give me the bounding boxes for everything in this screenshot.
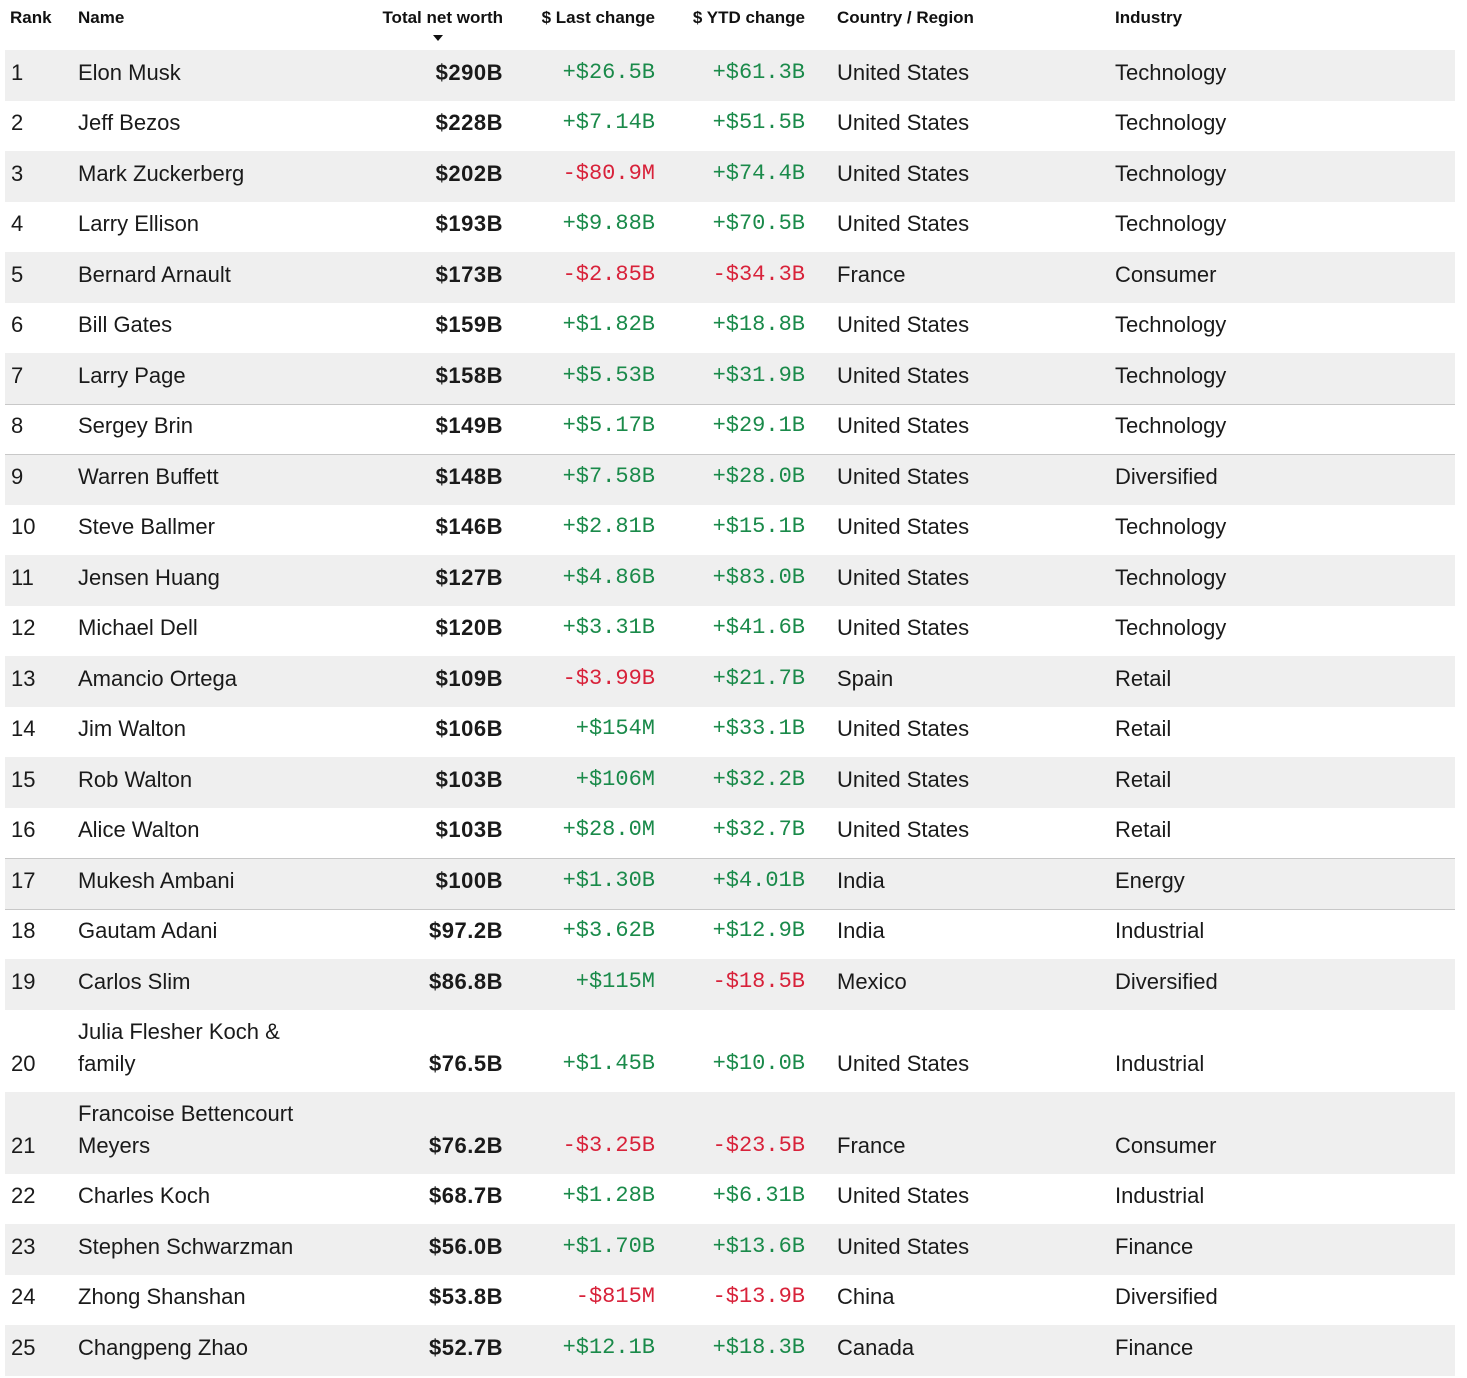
- ytd-change-cell: +$13.6B: [712, 1233, 805, 1259]
- name-cell[interactable]: Stephen Schwarzman: [78, 1233, 294, 1259]
- rank-cell: 7: [11, 362, 24, 388]
- name-cell[interactable]: Amancio Ortega: [78, 665, 237, 691]
- rank-cell: 21: [11, 1132, 36, 1158]
- country-cell: United States: [837, 1183, 970, 1208]
- last-change-cell: -$3.25B: [562, 1132, 655, 1158]
- table-row[interactable]: [5, 1224, 1455, 1275]
- last-change-cell: +$3.31B: [562, 615, 655, 640]
- ytd-change-cell: +$28.0B: [712, 463, 805, 489]
- rank-cell: 8: [11, 413, 24, 438]
- name-cell[interactable]: Francoise Bettencourt Meyers: [78, 1100, 294, 1158]
- ytd-change-cell: +$41.6B: [712, 615, 805, 640]
- rank-cell: 23: [11, 1233, 36, 1259]
- country-cell: United States: [837, 413, 970, 438]
- net-worth-cell: $76.5B: [429, 1050, 503, 1076]
- table-row[interactable]: [5, 1275, 1455, 1326]
- industry-cell: Consumer: [1115, 261, 1217, 287]
- industry-cell: Technology: [1115, 362, 1227, 388]
- industry-cell: Technology: [1115, 59, 1227, 85]
- table-row[interactable]: [5, 707, 1455, 758]
- industry-cell: Energy: [1115, 867, 1185, 893]
- ytd-change-cell: +$12.9B: [712, 918, 805, 943]
- rank-cell: 6: [11, 312, 24, 337]
- rank-cell: 13: [11, 665, 36, 691]
- table-row[interactable]: [5, 858, 1455, 909]
- rank-cell: 10: [11, 514, 36, 539]
- last-change-cell: +$115M: [575, 968, 655, 994]
- net-worth-cell: $120B: [435, 615, 503, 640]
- table-row[interactable]: [5, 808, 1455, 859]
- rank-cell: 2: [11, 110, 24, 135]
- country-cell: United States: [837, 564, 970, 590]
- header-rank[interactable]: Rank: [10, 8, 52, 27]
- rank-cell: 25: [11, 1334, 36, 1360]
- industry-cell: Technology: [1115, 413, 1227, 438]
- last-change-cell: +$28.0M: [562, 817, 655, 842]
- net-worth-cell: $100B: [435, 867, 503, 893]
- country-cell: United States: [837, 211, 970, 236]
- industry-cell: Technology: [1115, 564, 1227, 590]
- ytd-change-cell: -$18.5B: [712, 968, 805, 994]
- last-change-cell: -$3.99B: [562, 665, 655, 691]
- country-cell: United States: [837, 514, 970, 539]
- net-worth-cell: $193B: [435, 211, 503, 236]
- industry-cell: Finance: [1115, 1233, 1194, 1259]
- table-row[interactable]: [5, 454, 1455, 505]
- last-change-cell: +$4.86B: [562, 564, 655, 590]
- rank-cell: 17: [11, 867, 36, 893]
- table-row[interactable]: [5, 1010, 1455, 1092]
- table-row[interactable]: [5, 303, 1455, 354]
- rank-cell: 24: [11, 1284, 36, 1309]
- net-worth-cell: $290B: [435, 59, 503, 85]
- last-change-cell: +$12.1B: [562, 1334, 655, 1360]
- ytd-change-cell: +$18.8B: [712, 312, 805, 337]
- last-change-cell: +$26.5B: [562, 59, 655, 85]
- rank-cell: 5: [11, 261, 24, 287]
- rank-cell: 12: [11, 615, 36, 640]
- net-worth-cell: $148B: [435, 463, 503, 489]
- ytd-change-cell: +$74.4B: [712, 160, 805, 186]
- table-header: [5, 0, 1455, 50]
- rank-cell: 22: [11, 1183, 36, 1208]
- rank-cell: 11: [11, 564, 34, 590]
- header-country[interactable]: Country / Region: [837, 8, 974, 27]
- table-row[interactable]: [5, 1092, 1455, 1174]
- name-cell[interactable]: Jim Walton: [78, 716, 186, 741]
- name-cell[interactable]: Mark Zuckerberg: [78, 160, 245, 186]
- table-row[interactable]: [5, 505, 1455, 556]
- ytd-change-cell: +$10.0B: [712, 1050, 805, 1076]
- name-cell[interactable]: Jensen Huang: [78, 564, 220, 590]
- country-cell: United States: [837, 817, 970, 842]
- country-cell: United States: [837, 1233, 970, 1259]
- name-cell[interactable]: Bernard Arnault: [78, 261, 231, 287]
- ytd-change-cell: +$32.2B: [712, 766, 805, 792]
- country-cell: United States: [837, 160, 970, 186]
- net-worth-cell: $158B: [435, 362, 503, 388]
- net-worth-cell: $127B: [435, 564, 503, 590]
- table-row[interactable]: [5, 656, 1455, 707]
- ytd-change-cell: +$29.1B: [712, 413, 805, 438]
- table-row[interactable]: [5, 1174, 1455, 1225]
- country-cell: United States: [837, 716, 970, 741]
- last-change-cell: +$1.30B: [562, 867, 655, 893]
- rank-cell: 15: [11, 766, 36, 792]
- last-change-cell: +$1.70B: [562, 1233, 655, 1259]
- ytd-change-cell: +$32.7B: [712, 817, 805, 842]
- industry-cell: Consumer: [1115, 1132, 1217, 1158]
- table-row[interactable]: [5, 252, 1455, 303]
- table-row[interactable]: [5, 404, 1455, 455]
- billionaires-table: [5, 0, 1455, 1376]
- table-row[interactable]: [5, 1325, 1455, 1376]
- last-change-cell: -$80.9M: [562, 160, 655, 186]
- industry-cell: Technology: [1115, 110, 1227, 135]
- name-cell[interactable]: Larry Page: [78, 362, 186, 388]
- industry-cell: Retail: [1115, 665, 1172, 691]
- rank-cell: 16: [11, 817, 36, 842]
- last-change-cell: +$7.58B: [562, 463, 655, 489]
- header-net-worth[interactable]: Total net worth: [382, 8, 503, 27]
- ytd-change-cell: +$83.0B: [712, 564, 805, 590]
- last-change-cell: -$815M: [575, 1284, 655, 1309]
- header-industry[interactable]: Industry: [1115, 8, 1183, 27]
- name-cell[interactable]: Gautam Adani: [78, 918, 218, 943]
- industry-cell: Diversified: [1115, 463, 1218, 489]
- net-worth-cell: $103B: [435, 817, 503, 842]
- country-cell: France: [837, 261, 906, 287]
- industry-cell: Technology: [1115, 312, 1227, 337]
- ytd-change-cell: +$33.1B: [712, 716, 805, 741]
- table-row[interactable]: [5, 101, 1455, 152]
- last-change-cell: +$154M: [575, 716, 655, 741]
- country-cell: United States: [837, 362, 970, 388]
- country-cell: United States: [837, 615, 970, 640]
- net-worth-cell: $97.2B: [429, 918, 503, 943]
- name-cell[interactable]: Zhong Shanshan: [78, 1284, 246, 1309]
- industry-cell: Finance: [1115, 1334, 1194, 1360]
- industry-cell: Industrial: [1115, 918, 1205, 943]
- rank-cell: 3: [11, 160, 24, 186]
- net-worth-cell: $149B: [435, 413, 503, 438]
- net-worth-cell: $109B: [435, 665, 503, 691]
- last-change-cell: +$1.28B: [562, 1183, 655, 1208]
- header-last-change[interactable]: $ Last change: [541, 8, 655, 27]
- net-worth-cell: $86.8B: [429, 968, 503, 994]
- name-cell[interactable]: Jeff Bezos: [78, 110, 181, 135]
- net-worth-cell: $56.0B: [429, 1233, 503, 1259]
- rank-cell: 18: [11, 918, 36, 943]
- ytd-change-cell: -$13.9B: [712, 1284, 805, 1309]
- name-cell[interactable]: Bill Gates: [78, 312, 173, 337]
- country-cell: United States: [837, 463, 970, 489]
- country-cell: United States: [837, 59, 970, 85]
- industry-cell: Technology: [1115, 615, 1227, 640]
- ytd-change-cell: +$15.1B: [712, 514, 805, 539]
- name-cell[interactable]: Steve Ballmer: [78, 514, 215, 539]
- rank-cell: 19: [11, 968, 36, 994]
- country-cell: United States: [837, 312, 970, 337]
- name-cell[interactable]: Changpeng Zhao: [78, 1334, 249, 1360]
- net-worth-cell: $159B: [435, 312, 503, 337]
- last-change-cell: +$1.82B: [562, 312, 655, 337]
- net-worth-cell: $202B: [435, 160, 503, 186]
- name-cell[interactable]: Julia Flesher Koch & family: [78, 1018, 280, 1076]
- industry-cell: Technology: [1115, 514, 1227, 539]
- industry-cell: Industrial: [1115, 1050, 1205, 1076]
- name-cell[interactable]: Larry Ellison: [78, 211, 200, 236]
- name-cell[interactable]: Sergey Brin: [78, 413, 193, 438]
- name-cell[interactable]: Alice Walton: [78, 817, 200, 842]
- last-change-cell: +$7.14B: [562, 110, 655, 135]
- table-row[interactable]: [5, 757, 1455, 808]
- net-worth-cell: $106B: [435, 716, 503, 741]
- last-change-cell: +$9.88B: [562, 211, 655, 236]
- ytd-change-cell: -$23.5B: [712, 1132, 805, 1158]
- country-cell: Mexico: [837, 968, 907, 994]
- industry-cell: Diversified: [1115, 968, 1218, 994]
- name-cell[interactable]: Rob Walton: [78, 766, 193, 792]
- table-row[interactable]: [5, 202, 1455, 253]
- industry-cell: Retail: [1115, 716, 1172, 741]
- industry-cell: Diversified: [1115, 1284, 1218, 1309]
- ytd-change-cell: +$4.01B: [712, 867, 805, 893]
- last-change-cell: +$1.45B: [562, 1050, 655, 1076]
- table-row[interactable]: [5, 606, 1455, 657]
- sort-descending-icon[interactable]: [433, 35, 443, 41]
- industry-cell: Technology: [1115, 211, 1227, 236]
- country-cell: United States: [837, 1050, 970, 1076]
- rank-cell: 9: [11, 463, 24, 489]
- rank-cell: 1: [11, 59, 24, 85]
- country-cell: Canada: [837, 1334, 915, 1360]
- rank-cell: 20: [11, 1050, 36, 1076]
- ytd-change-cell: +$70.5B: [712, 211, 805, 236]
- last-change-cell: +$5.17B: [562, 413, 655, 438]
- name-cell[interactable]: Charles Koch: [78, 1183, 211, 1208]
- country-cell: India: [837, 867, 885, 893]
- ytd-change-cell: +$61.3B: [712, 59, 805, 85]
- rank-cell: 14: [11, 716, 36, 741]
- table-row[interactable]: [5, 959, 1455, 1010]
- table-row[interactable]: [5, 555, 1455, 606]
- net-worth-cell: $173B: [435, 261, 503, 287]
- table-row[interactable]: [5, 50, 1455, 101]
- name-cell[interactable]: Mukesh Ambani: [78, 867, 235, 893]
- net-worth-cell: $103B: [435, 766, 503, 792]
- industry-cell: Retail: [1115, 817, 1172, 842]
- ytd-change-cell: +$31.9B: [712, 362, 805, 388]
- industry-cell: Industrial: [1115, 1183, 1205, 1208]
- country-cell: France: [837, 1132, 906, 1158]
- last-change-cell: -$2.85B: [562, 261, 655, 287]
- ytd-change-cell: -$34.3B: [712, 261, 805, 287]
- ytd-change-cell: +$21.7B: [712, 665, 805, 691]
- country-cell: United States: [837, 110, 970, 135]
- table-row[interactable]: [5, 909, 1455, 960]
- table-row[interactable]: [5, 151, 1455, 202]
- net-worth-cell: $146B: [435, 514, 503, 539]
- industry-cell: Retail: [1115, 766, 1172, 792]
- net-worth-cell: $68.7B: [429, 1183, 503, 1208]
- name-cell[interactable]: Carlos Slim: [78, 968, 191, 994]
- net-worth-cell: $53.8B: [429, 1284, 503, 1309]
- last-change-cell: +$2.81B: [562, 514, 655, 539]
- net-worth-cell: $228B: [435, 110, 503, 135]
- last-change-cell: +$106M: [575, 766, 655, 792]
- country-cell: United States: [837, 766, 970, 792]
- name-cell[interactable]: Michael Dell: [78, 615, 198, 640]
- name-cell[interactable]: Elon Musk: [78, 59, 181, 85]
- rank-cell: 4: [11, 211, 24, 236]
- last-change-cell: +$5.53B: [562, 362, 655, 388]
- ytd-change-cell: +$6.31B: [712, 1183, 805, 1208]
- net-worth-cell: $52.7B: [429, 1334, 503, 1360]
- country-cell: Spain: [837, 665, 894, 691]
- table-row[interactable]: [5, 353, 1455, 404]
- header-name[interactable]: Name: [78, 8, 125, 27]
- country-cell: India: [837, 918, 885, 943]
- table-body: [5, 50, 1455, 1376]
- industry-cell: Technology: [1115, 160, 1227, 186]
- country-cell: China: [837, 1284, 895, 1309]
- header-ytd-change[interactable]: $ YTD change: [692, 8, 805, 27]
- ytd-change-cell: +$51.5B: [712, 110, 805, 135]
- last-change-cell: +$3.62B: [562, 918, 655, 943]
- net-worth-cell: $76.2B: [429, 1132, 503, 1158]
- name-cell[interactable]: Warren Buffett: [78, 463, 219, 489]
- ytd-change-cell: +$18.3B: [712, 1334, 805, 1360]
